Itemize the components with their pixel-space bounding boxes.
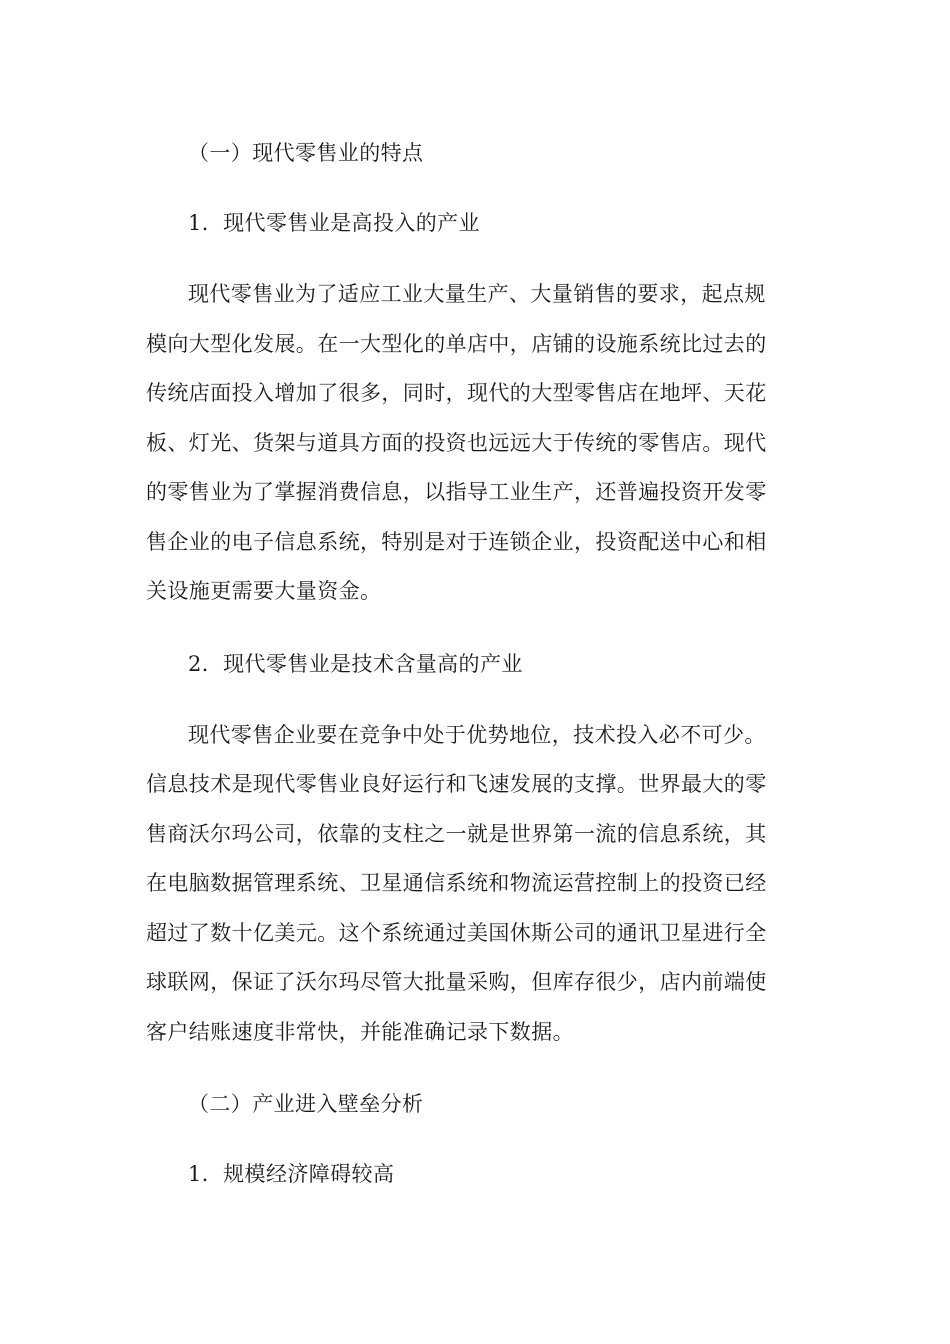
section-heading-1: （一）现代零售业的特点 [188,141,424,165]
paragraph-line: 传统店面投入增加了很多，同时，现代的大型零售店在地坪、天花 [146,381,767,405]
paragraph-1-2 [146,711,806,1058]
subsection-heading-2-1: 1．规模经济障碍较高 [188,1162,395,1186]
paragraph-line: 客户结账速度非常快，并能准确记录下数据。 [146,1019,574,1044]
subsection-heading-1-1: 1．现代零售业是高投入的产业 [188,211,480,235]
paragraph-line: 球联网，保证了沃尔玛尽管大批量采购，但库存很少，店内前端使 [146,970,767,994]
paragraph-1-1 [146,270,806,617]
paragraph-line: 售企业的电子信息系统，特别是对于连锁企业，投资配送中心和相 [146,529,767,554]
document-body [146,130,806,1197]
paragraph-line: 关设施更需要大量资金。 [146,579,382,603]
section-heading-2: （二）产业进入壁垒分析 [188,1092,424,1116]
paragraph-line: 在电脑数据管理系统、卫星通信系统和物流运营控制上的投资已经 [146,871,767,895]
paragraph-line: 板、灯光、货架与道具方面的投资也远远大于传统的零售店。现代 [146,430,767,455]
paragraph-line: 超过了数十亿美元。这个系统通过美国休斯公司的通讯卫星进行全 [146,920,767,945]
paragraph-line: 信息技术是现代零售业良好运行和飞速发展的支撑。世界最大的零 [146,772,767,796]
paragraph-line: 模向大型化发展。在一大型化的单店中，店铺的设施系统比过去的 [146,331,767,356]
paragraph-line: 售商沃尔玛公司，依靠的支柱之一就是世界第一流的信息系统，其 [146,821,767,846]
paragraph-line: 的零售业为了掌握消费信息，以指导工业生产，还普遍投资开发零 [146,480,767,504]
subsection-heading-1-2: 2．现代零售业是技术含量高的产业 [188,651,523,676]
paragraph-line: 现代零售企业要在竞争中处于优势地位，技术投入必不可少。 [188,722,766,747]
paragraph-line: 现代零售业为了适应工业大量生产、大量销售的要求，起点规 [188,282,766,306]
